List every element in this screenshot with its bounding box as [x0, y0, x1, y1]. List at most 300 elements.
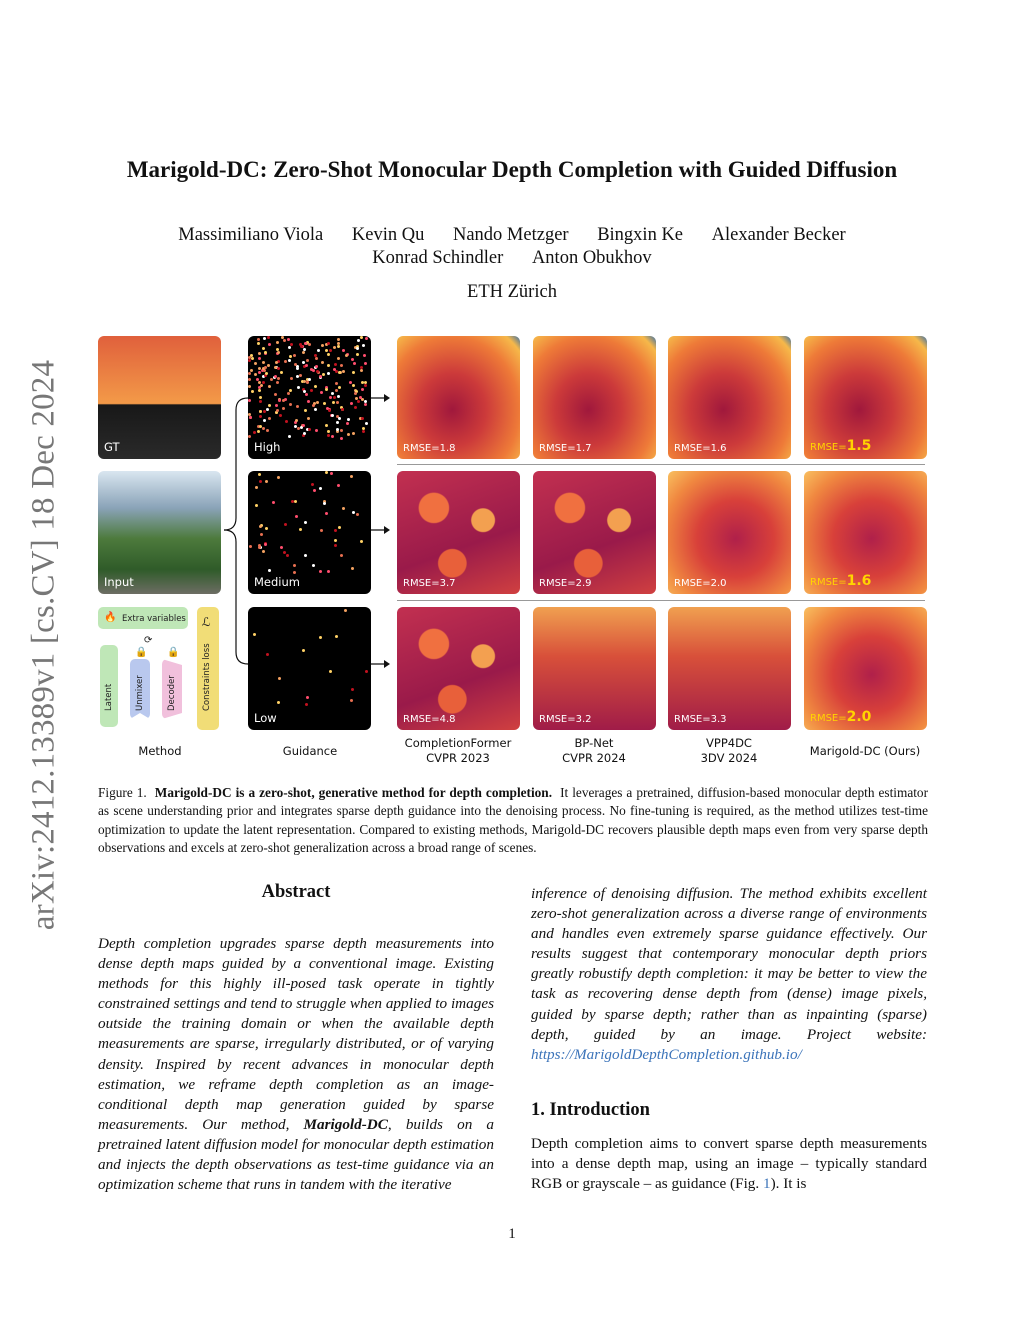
author: Massimiliano Viola — [178, 225, 324, 245]
result-vpp4dc-medium — [668, 471, 791, 594]
depth-sample-dot — [352, 432, 355, 435]
paper-title: Marigold-DC: Zero-Shot Monocular Depth Completion with Guided Diffusion — [126, 157, 898, 182]
depth-sample-dot — [259, 400, 262, 403]
depth-sample-dot — [251, 357, 254, 360]
depth-sample-dot — [295, 419, 298, 422]
depth-sample-dot — [291, 500, 294, 503]
depth-sample-dot — [282, 399, 285, 402]
depth-sample-dot — [365, 337, 368, 340]
depth-sample-dot — [364, 362, 367, 365]
depth-sample-dot — [315, 365, 318, 368]
depth-sample-dot — [299, 374, 302, 377]
depth-sample-dot — [281, 336, 284, 339]
depth-sample-dot — [357, 339, 360, 342]
depth-sample-dot — [308, 428, 311, 431]
refresh-icon: ⟳ — [144, 635, 153, 646]
depth-sample-dot — [294, 425, 297, 428]
result-completionformer-low — [397, 607, 520, 730]
depth-sample-dot — [308, 343, 311, 346]
depth-sample-dot — [248, 399, 251, 402]
depth-sample-dot — [313, 489, 316, 492]
depth-sample-dot — [248, 385, 251, 388]
depth-sample-dot — [283, 339, 286, 342]
depth-sample-dot — [254, 373, 257, 376]
depth-sample-dot — [268, 404, 271, 407]
result-completionformer-high — [397, 336, 520, 459]
author: Kevin Qu — [351, 225, 425, 245]
depth-sample-dot — [325, 349, 328, 352]
depth-sample-dot — [350, 402, 353, 405]
depth-sample-dot — [325, 424, 328, 427]
result-vpp4dc-high — [668, 336, 791, 459]
depth-sample-dot — [287, 338, 290, 341]
depth-sample-dot — [307, 417, 310, 420]
depth-sample-dot — [311, 483, 314, 486]
depth-sample-dot — [259, 410, 262, 413]
depth-sample-dot — [308, 378, 311, 381]
rmse-label: RMSE=2.0 — [674, 578, 727, 589]
depth-sample-dot — [306, 359, 309, 362]
depth-sample-dot — [329, 349, 332, 352]
guidance-medium-label: Medium — [254, 575, 300, 589]
depth-sample-dot — [351, 688, 354, 691]
project-website-link[interactable]: https://MarigoldDepthCompletion.github.io/ — [531, 1045, 802, 1063]
result-bpnet-medium — [533, 471, 656, 594]
depth-sample-dot — [364, 384, 367, 387]
rmse-label-best: RMSE=1.6 — [810, 573, 872, 589]
depth-sample-dot — [258, 544, 261, 547]
depth-sample-dot — [294, 500, 297, 503]
rmse-label: RMSE=1.7 — [539, 443, 592, 454]
guidance-low-image — [248, 607, 371, 730]
depth-sample-dot — [351, 358, 354, 361]
rmse-label: RMSE=3.2 — [539, 714, 592, 725]
depth-sample-dot — [327, 570, 330, 573]
rmse-label: RMSE=1.8 — [403, 443, 456, 454]
depth-sample-dot — [362, 344, 365, 347]
depth-sample-dot — [340, 429, 343, 432]
depth-sample-dot — [325, 471, 328, 474]
depth-sample-dot — [312, 564, 315, 567]
depth-sample-dot — [262, 550, 265, 553]
depth-sample-dot — [323, 402, 326, 405]
depth-sample-dot — [330, 472, 333, 475]
depth-sample-dot — [290, 377, 293, 380]
author-list-line-2 — [0, 248, 1024, 269]
depth-sample-dot — [317, 349, 320, 352]
loss-symbol: ℒ — [202, 615, 211, 629]
page-number: 1 — [508, 1226, 516, 1242]
depth-sample-dot — [331, 392, 334, 395]
depth-sample-dot — [327, 353, 330, 356]
depth-sample-dot — [338, 417, 341, 420]
depth-sample-dot — [276, 409, 279, 412]
depth-sample-dot — [365, 422, 368, 425]
depth-sample-dot — [266, 429, 269, 432]
depth-sample-dot — [340, 554, 343, 557]
depth-sample-dot — [312, 404, 315, 407]
depth-sample-dot — [327, 430, 330, 433]
depth-sample-dot — [364, 403, 367, 406]
abstract-text-continued: inference of denoising diffusion. The method exhibits excellent zero-shot generalization across a diverse range of environments and handles even extremely sparse guidance effectively. Our results suggest that contemporary monocular depth priors greatly robustify depth completion: it may be better to view the task as recovering dense depth from (dense) image pixels, guided by sparse depth; rather than as inpainting (sparse) depth, guided by an image. Project website: https://MarigoldDepthCompletion.github.io/ — [531, 885, 927, 1063]
depth-sample-dot — [365, 670, 368, 673]
depth-sample-dot — [259, 425, 262, 428]
depth-sample-dot — [340, 437, 343, 440]
depth-sample-dot — [307, 400, 310, 403]
result-bpnet-high — [533, 336, 656, 459]
depth-sample-dot — [259, 396, 262, 399]
depth-sample-dot — [362, 430, 365, 433]
depth-sample-dot — [334, 363, 337, 366]
result-marigold-dc-medium — [804, 471, 927, 594]
depth-sample-dot — [342, 370, 345, 373]
depth-sample-dot — [334, 544, 337, 547]
depth-sample-dot — [302, 424, 305, 427]
depth-sample-dot — [360, 366, 363, 369]
depth-sample-dot — [289, 355, 292, 358]
depth-sample-dot — [347, 433, 350, 436]
depth-sample-dot — [304, 342, 307, 345]
result-bpnet-low — [533, 607, 656, 730]
depth-sample-dot — [253, 431, 256, 434]
depth-sample-dot — [342, 507, 345, 510]
depth-sample-dot — [294, 363, 297, 366]
depth-sample-dot — [322, 373, 325, 376]
lock-icon: 🔒 — [167, 647, 180, 658]
rmse-label: RMSE=3.7 — [403, 578, 456, 589]
depth-sample-dot — [268, 417, 271, 420]
method-name: Marigold-DC — [303, 1115, 388, 1133]
rmse-label: RMSE=3.3 — [674, 714, 727, 725]
depth-sample-dot — [321, 361, 324, 364]
depth-sample-dot — [323, 502, 326, 505]
depth-sample-dot — [267, 336, 270, 339]
depth-sample-dot — [259, 480, 262, 483]
depth-sample-dot — [359, 396, 362, 399]
depth-sample-dot — [314, 385, 317, 388]
depth-sample-dot — [255, 504, 258, 507]
depth-sample-dot — [287, 392, 290, 395]
depth-sample-dot — [264, 351, 267, 354]
depth-sample-dot — [327, 342, 330, 345]
depth-sample-dot — [341, 408, 344, 411]
depth-sample-dot — [263, 337, 266, 340]
rmse-label: RMSE=1.6 — [674, 443, 727, 454]
depth-sample-dot — [258, 386, 261, 389]
depth-sample-dot — [337, 345, 340, 348]
depth-sample-dot — [334, 539, 337, 542]
depth-sample-dot — [352, 384, 355, 387]
column-caption-bpnet: BP-Net CVPR 2024 — [562, 736, 626, 765]
author: Nando Metzger — [452, 225, 569, 245]
depth-sample-dot — [296, 405, 299, 408]
depth-sample-dot — [325, 388, 328, 391]
depth-sample-dot — [293, 571, 296, 574]
depth-sample-dot — [305, 393, 308, 396]
depth-sample-dot — [354, 392, 357, 395]
depth-sample-dot — [268, 385, 271, 388]
depth-sample-dot — [278, 677, 281, 680]
depth-sample-dot — [265, 372, 268, 375]
depth-sample-dot — [351, 567, 354, 570]
author: Anton Obukhov — [531, 248, 652, 268]
depth-sample-dot — [329, 670, 332, 673]
depth-sample-dot — [263, 419, 266, 422]
column-caption-method: Method — [138, 744, 182, 758]
depth-sample-dot — [331, 414, 334, 417]
depth-sample-dot — [297, 386, 300, 389]
depth-sample-dot — [254, 362, 257, 365]
depth-sample-dot — [333, 346, 336, 349]
depth-sample-dot — [259, 415, 262, 418]
depth-sample-dot — [325, 512, 328, 515]
depth-sample-dot — [276, 341, 279, 344]
row-divider — [397, 600, 925, 601]
depth-sample-dot — [297, 427, 300, 430]
column-caption-completionformer: CompletionFormer CVPR 2023 — [404, 736, 512, 765]
depth-sample-dot — [296, 375, 299, 378]
depth-sample-dot — [361, 388, 364, 391]
depth-sample-dot — [356, 353, 359, 356]
unmixer-label: Unmixer — [135, 675, 145, 711]
lock-icon: 🔒 — [135, 647, 148, 658]
depth-sample-dot — [274, 375, 277, 378]
introduction-text: Depth completion aims to convert sparse depth measurements into a dense depth map, using an image – typically standard RGB or grayscale – as guidance (Fig. 1). It is — [531, 1135, 927, 1193]
depth-sample-dot — [305, 364, 308, 367]
depth-sample-dot — [268, 343, 271, 346]
depth-sample-dot — [321, 344, 324, 347]
depth-sample-dot — [350, 699, 353, 702]
depth-sample-dot — [295, 515, 298, 518]
depth-sample-dot — [272, 501, 275, 504]
depth-sample-dot — [293, 564, 296, 567]
guidance-high-label: High — [254, 440, 281, 454]
depth-sample-dot — [256, 378, 259, 381]
depth-sample-dot — [282, 407, 285, 410]
abstract-text: Depth completion upgrades sparse depth measurements into dense depth maps guided by a conventional image. Existing methods for this highly ill-posed task operate in tightly constrained settings and tend to struggle when applied to images outside the training domain or when the available depth measurements are sparse, irregularly distributed, or of varying density. Inspired by recent advances in monocular depth estimation, we reframe depth completion as an image-conditional depth map generation guided by sparse measurements. Our method, Marigold-DC, builds on a pretrained latent diffusion model for monocular depth estimation and injects the depth observations as test-time guidance via an optimization scheme that runs in tandem with the iterative — [98, 935, 495, 1194]
guidance-high-image — [248, 336, 371, 459]
depth-sample-dot — [314, 354, 317, 357]
depth-sample-dot — [268, 569, 271, 572]
depth-sample-dot — [349, 381, 352, 384]
depth-sample-dot — [277, 377, 280, 380]
depth-sample-dot — [360, 369, 363, 372]
depth-sample-dot — [257, 338, 260, 341]
depth-sample-dot — [316, 370, 319, 373]
depth-sample-dot — [304, 554, 307, 557]
depth-sample-dot — [303, 390, 306, 393]
depth-sample-dot — [315, 357, 318, 360]
depth-sample-dot — [306, 381, 309, 384]
depth-sample-dot — [278, 399, 281, 402]
depth-sample-dot — [260, 533, 263, 536]
depth-sample-dot — [360, 336, 363, 339]
flame-icon: 🔥 — [104, 612, 117, 623]
depth-sample-dot — [249, 416, 252, 419]
depth-sample-dot — [319, 570, 322, 573]
depth-sample-dot — [251, 390, 254, 393]
depth-sample-dot — [329, 396, 332, 399]
depth-sample-dot — [280, 546, 283, 549]
column-caption-guidance: Guidance — [282, 744, 338, 758]
depth-sample-dot — [350, 475, 353, 478]
depth-sample-dot — [361, 417, 364, 420]
depth-sample-dot — [360, 540, 363, 543]
depth-sample-dot — [302, 351, 305, 354]
author: Bingxin Ke — [597, 225, 684, 245]
guidance-low-label: Low — [254, 711, 277, 725]
depth-sample-dot — [331, 435, 334, 438]
depth-sample-dot — [288, 346, 291, 349]
depth-sample-dot — [277, 351, 280, 354]
depth-sample-dot — [285, 420, 288, 423]
depth-sample-dot — [262, 361, 265, 364]
depth-sample-dot — [354, 406, 357, 409]
depth-sample-dot — [335, 382, 338, 385]
result-marigold-dc-low — [804, 607, 927, 730]
gt-label: GT — [104, 440, 120, 454]
abstract-heading: Abstract — [261, 882, 331, 902]
depth-sample-dot — [310, 368, 313, 371]
rmse-label: RMSE=2.9 — [539, 578, 592, 589]
depth-sample-dot — [262, 427, 265, 430]
depth-sample-dot — [277, 701, 280, 704]
depth-sample-dot — [264, 366, 267, 369]
depth-sample-dot — [248, 435, 251, 438]
depth-sample-dot — [262, 347, 265, 350]
author: Alexander Becker — [711, 225, 846, 245]
depth-sample-dot — [257, 430, 260, 433]
depth-sample-dot — [336, 401, 339, 404]
depth-sample-dot — [320, 529, 323, 532]
depth-sample-dot — [342, 349, 345, 352]
depth-sample-dot — [248, 372, 251, 375]
depth-sample-dot — [296, 367, 299, 370]
author: Konrad Schindler — [372, 248, 504, 268]
depth-sample-dot — [356, 513, 359, 516]
depth-sample-dot — [338, 526, 341, 529]
depth-sample-dot — [267, 364, 270, 367]
depth-sample-dot — [357, 400, 360, 403]
figure-reference-link[interactable]: 1 — [762, 1175, 771, 1193]
depth-sample-dot — [275, 404, 278, 407]
guidance-medium-image — [248, 471, 371, 594]
depth-sample-dot — [315, 429, 318, 432]
depth-sample-dot — [286, 554, 289, 557]
depth-sample-dot — [333, 396, 336, 399]
rmse-label-best: RMSE=2.0 — [810, 709, 872, 725]
depth-sample-dot — [363, 354, 366, 357]
depth-sample-dot — [258, 473, 261, 476]
depth-sample-dot — [306, 696, 309, 699]
depth-sample-dot — [340, 364, 343, 367]
depth-sample-dot — [280, 371, 283, 374]
depth-sample-dot — [352, 511, 355, 514]
figure-caption: Figure 1. Marigold-DC is a zero-shot, generative method for depth completion. It leverages a pretrained, diffusion-based monocular depth estimator as scene understanding prior and integrates sparse depth guidance into the denoising process. No fine-tuning is required, as the method utilizes test-time optimization to update the latent representation. Compared to existing methods, Marigold-DC recovers plausible depth maps even from very sparse depth observations and excels at zero-shot generalization across a broad range of scenes. — [98, 785, 929, 856]
depth-sample-dot — [316, 401, 319, 404]
depth-sample-dot — [288, 435, 291, 438]
depth-sample-dot — [266, 408, 269, 411]
depth-sample-dot — [264, 543, 267, 546]
depth-sample-dot — [328, 409, 331, 412]
depth-sample-dot — [335, 389, 338, 392]
latent-label: Latent — [104, 683, 114, 711]
depth-sample-dot — [258, 389, 261, 392]
depth-sample-dot — [303, 380, 306, 383]
depth-sample-dot — [257, 342, 260, 345]
depth-sample-dot — [305, 703, 308, 706]
depth-sample-dot — [336, 421, 339, 424]
row-divider — [397, 464, 925, 465]
method-diagram — [98, 607, 221, 730]
depth-sample-dot — [356, 347, 359, 350]
depth-sample-dot — [333, 368, 336, 371]
depth-sample-dot — [332, 401, 335, 404]
depth-sample-dot — [337, 357, 340, 360]
depth-sample-dot — [302, 649, 305, 652]
depth-sample-dot — [279, 414, 282, 417]
depth-sample-dot — [344, 609, 347, 612]
input-rgb-image — [98, 471, 221, 594]
author-list-line-1 — [0, 225, 1024, 246]
affiliation: ETH Zürich — [467, 282, 557, 302]
depth-sample-dot — [289, 403, 292, 406]
depth-sample-dot — [310, 389, 313, 392]
depth-sample-dot — [319, 487, 322, 490]
depth-sample-dot — [253, 633, 256, 636]
depth-sample-dot — [289, 389, 292, 392]
depth-sample-dot — [293, 354, 296, 357]
depth-sample-dot — [284, 360, 287, 363]
depth-sample-dot — [345, 354, 348, 357]
depth-sample-dot — [353, 362, 356, 365]
gt-depth-image — [98, 336, 221, 459]
depth-sample-dot — [335, 635, 338, 638]
depth-sample-dot — [362, 427, 365, 430]
depth-sample-dot — [265, 527, 268, 530]
depth-sample-dot — [304, 521, 307, 524]
depth-sample-dot — [346, 422, 349, 425]
depth-sample-dot — [263, 410, 266, 413]
depth-sample-dot — [337, 395, 340, 398]
depth-sample-dot — [334, 529, 337, 532]
column-caption-vpp4dc: VPP4DC 3DV 2024 — [700, 736, 758, 765]
depth-sample-dot — [327, 372, 330, 375]
arxiv-identifier: arXiv:2412.13389v1 [cs.CV] 18 Dec 2024 — [25, 359, 62, 931]
depth-sample-dot — [259, 525, 262, 528]
depth-sample-dot — [299, 528, 302, 531]
introduction-heading: 1. Introduction — [531, 1100, 650, 1120]
depth-sample-dot — [274, 393, 277, 396]
depth-sample-dot — [265, 480, 268, 483]
rmse-label-best: RMSE=1.5 — [810, 438, 872, 454]
depth-sample-dot — [336, 428, 339, 431]
depth-sample-dot — [319, 636, 322, 639]
depth-sample-dot — [304, 409, 307, 412]
extra-variables-label: Extra variables — [122, 614, 186, 624]
depth-sample-dot — [255, 486, 258, 489]
depth-sample-dot — [277, 476, 280, 479]
result-vpp4dc-low — [668, 607, 791, 730]
depth-sample-dot — [284, 523, 287, 526]
result-completionformer-medium — [397, 471, 520, 594]
depth-sample-dot — [277, 367, 280, 370]
depth-sample-dot — [258, 381, 261, 384]
depth-sample-dot — [258, 357, 261, 360]
depth-sample-dot — [275, 361, 278, 364]
depth-sample-dot — [320, 391, 323, 394]
depth-sample-dot — [352, 371, 355, 374]
